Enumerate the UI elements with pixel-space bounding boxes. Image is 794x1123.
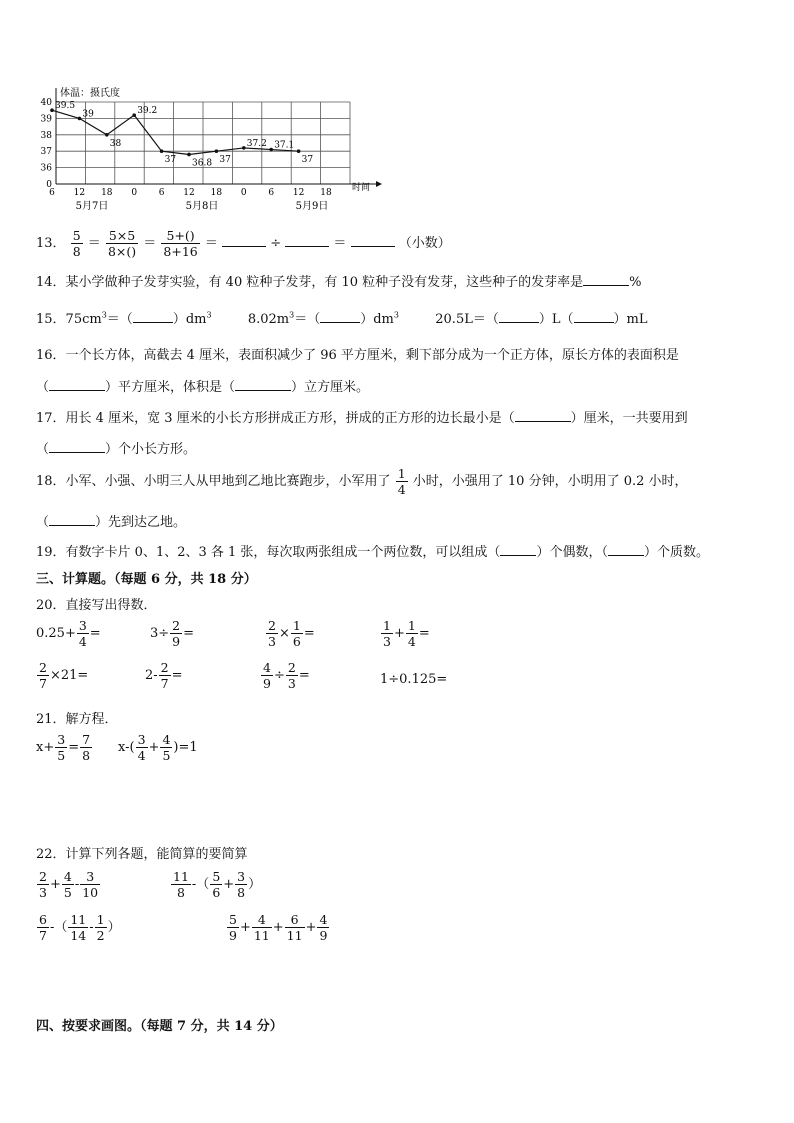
q22-b-frac3 [235, 869, 247, 900]
q20-e1-num: 3 [78, 618, 87, 633]
chart-x-tick-label: 12 [73, 188, 86, 198]
q20-e3-num2: 1 [292, 618, 301, 633]
q19-text-a: 19．有数字卡片 0、1、2、3 各 1 张，每次取两张组成一个两位数，可以组成（ [36, 545, 501, 560]
q22-c-frac2 [68, 912, 88, 943]
q21-a-den2: 8 [82, 748, 91, 763]
chart-axes [41, 88, 382, 212]
q20-e7-num2: 2 [287, 660, 296, 675]
q17-open: （ [36, 442, 50, 457]
q13-equals: ＝ [333, 236, 347, 251]
q20-e5-num: 2 [39, 660, 47, 675]
q20-e7-frac2 [286, 660, 298, 691]
q22-c-den3: 2 [96, 928, 105, 943]
q18-text-b: 小时，小强用了 10 分钟，小明用了 0.2 小时， [412, 474, 688, 489]
question-18-line-2 [36, 511, 186, 530]
chart-y-tick-label: 0 [46, 180, 52, 190]
chart-x-arrow [376, 181, 382, 187]
temperature-line-chart [30, 82, 390, 214]
q13-equals: ＝ [204, 236, 218, 251]
q20-e4-frac1 [381, 618, 393, 649]
q20-e7-op: ÷ [273, 668, 285, 683]
chart-x-tick-label: 6 [268, 188, 275, 198]
chart-xlabel: 时间 [352, 183, 371, 193]
q20-e2-den: 9 [172, 634, 181, 649]
q15-sup: 3 [289, 310, 295, 320]
q21-b3: )=1 [173, 740, 198, 755]
q22-c-close: ） [107, 920, 121, 935]
q19-text-c: ）个质数。 [643, 545, 709, 560]
q22-c-den2: 14 [70, 928, 87, 943]
q16-line-1: 16．一个长方体，高截去 4 厘米，表面积减少了 96 平方厘米，剩下部分成为一个正方体，原长方体的表面积是 [36, 348, 679, 363]
chart-point [50, 108, 54, 112]
question-19 [36, 541, 709, 560]
q22-a-den3: 10 [82, 885, 99, 900]
q15-blank-1[interactable] [133, 322, 173, 323]
q22-expr-2 [170, 869, 261, 900]
q22-c-num1: 6 [39, 912, 47, 927]
chart-point [242, 146, 246, 150]
q13-blank-2[interactable] [285, 246, 329, 247]
chart-x-tick-label: 12 [183, 188, 195, 198]
q13-equals: ＝ [143, 236, 157, 251]
q22-d-frac1 [227, 912, 239, 943]
q20-e6-den: 7 [160, 676, 169, 691]
q20-e2-b: = [183, 626, 195, 641]
q21-b-num2: 4 [162, 732, 171, 747]
q18-blank[interactable] [49, 525, 95, 526]
q17-text-b: ）厘米，一共要用到 [570, 411, 688, 426]
chart-x-tick-label: 12 [292, 188, 305, 198]
q13-f3-numerator: 5+() [161, 228, 199, 244]
q20-e3-b: = [303, 626, 315, 641]
question-18-line-1 [36, 466, 688, 497]
q22-d-den1: 9 [229, 928, 237, 943]
q14-percent: % [629, 275, 642, 290]
q22-d-num1: 5 [229, 912, 237, 927]
q22-c-frac3 [95, 912, 107, 943]
q20-e2-num: 2 [172, 618, 181, 633]
q20-e1-frac [77, 618, 89, 649]
q18-open: （ [36, 515, 50, 530]
chart-x-tick-label: 6 [158, 188, 165, 198]
q22-expr-4 [226, 912, 330, 943]
q16-close: ）立方厘米。 [291, 380, 370, 395]
q22-a-op1: + [49, 877, 61, 892]
q20-e4-b: = [418, 626, 430, 641]
q15-a-text: 15．75cm [36, 312, 102, 327]
q15-blank-4[interactable] [574, 322, 614, 323]
q13-f3-denominator: 8+16 [163, 244, 198, 259]
q21-a-den1: 5 [57, 748, 66, 763]
q20-e7-num1: 4 [263, 660, 271, 675]
q21-a1: x+ [36, 740, 55, 755]
q13-divide: ÷ [270, 236, 282, 251]
q13-fraction-3 [161, 228, 199, 259]
q22-c-op1: -（ [49, 920, 68, 935]
chart-y-tick-label: 40 [40, 98, 52, 108]
q22-expr-1 [36, 869, 101, 900]
q13-tail: （小数） [398, 236, 451, 251]
q22-b-num2: 5 [212, 869, 221, 884]
chart-point [297, 149, 301, 153]
q15-b-close: ）dm [360, 312, 394, 327]
q15-sup: 3 [393, 310, 399, 320]
q16-blank-2[interactable] [235, 390, 291, 391]
q13-equals: ＝ [87, 236, 101, 251]
q21-b2: + [148, 740, 160, 755]
q22-c-num3: 1 [96, 912, 105, 927]
q15-b-open: ＝（ [294, 312, 321, 327]
chart-point [132, 113, 136, 117]
q22-b-den3: 8 [237, 885, 246, 900]
q22-a-op2: - [74, 877, 80, 892]
q21-a2: = [68, 740, 80, 755]
q20-e4-den2: 4 [407, 634, 416, 649]
q20-e5-b: ×21= [49, 668, 89, 683]
q22-a-num2: 4 [63, 869, 72, 884]
q22-d-op1: + [239, 920, 251, 935]
q21-b-den1: 4 [137, 748, 146, 763]
chart-x-tick-label: 18 [320, 188, 332, 198]
q21-title: 21．解方程． [36, 712, 118, 727]
q20-e4-frac2 [406, 618, 418, 649]
q22-c-op2: - [89, 920, 94, 935]
q22-d-den3: 11 [286, 928, 303, 943]
q22-d-frac4 [317, 912, 329, 943]
q20-expr-6 [145, 660, 183, 691]
chart-data-label: 37.2 [246, 138, 267, 149]
q20-e3-frac1 [266, 618, 278, 649]
question-15 [36, 308, 647, 327]
q20-e4-den1: 3 [383, 634, 391, 649]
chart-data-label: 38 [109, 138, 122, 149]
q16-open: （ [36, 380, 50, 395]
chart-data-label: 39 [82, 109, 94, 120]
q22-b-op1: -（ [191, 877, 210, 892]
q20-e6-num: 2 [160, 660, 169, 675]
q22-a-den2: 5 [63, 885, 72, 900]
section-3-title: 三、计算题。（每题 6 分，共 18 分） [36, 572, 257, 587]
q22-b-den1: 8 [176, 885, 185, 900]
q20-e5-den: 7 [39, 676, 47, 691]
q21-b-frac2 [160, 732, 172, 763]
question-13 [36, 228, 451, 259]
question-16-line-1 [36, 344, 679, 363]
chart-x-tick-label: 6 [49, 188, 55, 198]
chart-day-label: 5月7日 [75, 201, 109, 212]
q20-e3-op: × [278, 626, 290, 641]
q18-close: ）先到达乙地。 [95, 515, 187, 530]
q22-b-close: ） [248, 877, 262, 892]
q22-d-frac3 [285, 912, 305, 943]
q20-expr-8: 1÷0.125= [380, 672, 448, 687]
q15-a-open: ＝（ [106, 312, 133, 327]
q20-e6-frac [159, 660, 171, 691]
q13-f1-numerator: 5 [72, 228, 81, 243]
q20-expr-2 [150, 618, 194, 649]
q20-e1-a: 0.25+ [36, 626, 76, 641]
q22-a-frac2 [62, 869, 74, 900]
chart-data-label: 37 [164, 155, 177, 166]
q22-b-frac1 [171, 869, 191, 900]
chart-y-tick-label: 36 [40, 163, 52, 174]
q13-blank-3[interactable] [351, 246, 395, 247]
q22-expr-3 [36, 912, 121, 943]
q15-c-text: 20.5L＝（ [435, 312, 499, 327]
chart-y-tick-label: 39 [40, 114, 52, 125]
chart-x-tick-label: 0 [131, 188, 138, 198]
q20-e4-op: + [393, 626, 405, 641]
q16-blank-1[interactable] [49, 390, 105, 391]
q19-text-b: ）个偶数，（ [536, 545, 608, 560]
q13-f2-numerator: 5×5 [106, 228, 138, 244]
q21-equation-1 [36, 732, 93, 763]
q22-b-frac2 [210, 869, 222, 900]
q22-d-den2: 11 [253, 928, 270, 943]
q21-a-num2: 7 [82, 732, 91, 747]
q13-fraction-2 [106, 228, 138, 259]
question-17-line-2 [36, 438, 196, 457]
q22-a-num3: 3 [80, 869, 100, 885]
q22-b-den2: 6 [212, 885, 221, 900]
q22-c-num2: 11 [70, 912, 87, 927]
q20-e4-num1: 1 [383, 618, 391, 633]
q15-b-text: 8.02m [247, 312, 290, 327]
q20-expr-5 [36, 660, 88, 691]
q20-e7-frac1 [261, 660, 273, 691]
q20-e3-den1: 3 [268, 634, 276, 649]
q15-blank-2[interactable] [320, 322, 360, 323]
q15-sup: 3 [101, 310, 107, 320]
q16-mid: ）平方厘米，体积是（ [105, 380, 236, 395]
q13-fraction-1 [71, 228, 83, 259]
q20-e1-den: 4 [78, 634, 87, 649]
chart-data-label: 37 [301, 155, 314, 166]
q22-a-frac1 [37, 869, 49, 900]
q20-expr-4 [380, 618, 430, 649]
chart-point [160, 149, 164, 153]
chart-y-tick-label: 38 [40, 130, 52, 141]
chart-title: 体温：摄氏度 [60, 88, 120, 99]
chart-y-tick-label: 37 [40, 147, 52, 158]
chart-data-label: 37 [219, 155, 231, 166]
q22-d-op2: + [272, 920, 284, 935]
q22-b-num1: 11 [173, 869, 189, 884]
q19-blank-2[interactable] [608, 555, 644, 556]
q20-e4-num2: 1 [407, 618, 416, 633]
q22-d-frac2 [252, 912, 272, 943]
q22-a-den1: 3 [39, 885, 47, 900]
q15-blank-3[interactable] [499, 322, 539, 323]
q18-numerator: 1 [397, 466, 406, 481]
q22-a-num1: 2 [39, 869, 47, 884]
chart-data-label: 39.5 [55, 101, 76, 112]
q20-title: 20．直接写出得数． [36, 598, 157, 613]
chart-day-label: 5月9日 [295, 201, 329, 212]
q20-e2-frac [170, 618, 182, 649]
q21-b-num1: 3 [137, 732, 146, 747]
chart-x-tick-label: 18 [101, 188, 113, 198]
q20-e5-frac [37, 660, 49, 691]
q17-close: ）个小长方形。 [105, 442, 197, 457]
chart-x-tick-label: 18 [210, 188, 223, 198]
q13-number: 13． [36, 236, 66, 251]
chart-point [187, 153, 191, 157]
chart-data-label: 39.2 [137, 106, 158, 117]
q22-d-den4: 9 [319, 928, 328, 943]
q20-expr-1 [36, 618, 101, 649]
q18-fraction [396, 466, 408, 497]
q18-text-a: 18．小军、小强、小明三人从甲地到乙地比赛跑步，小军用了 [36, 474, 391, 489]
q20-e7-den1: 9 [263, 676, 271, 691]
chart-point [215, 149, 219, 153]
chart-point [78, 117, 82, 121]
q14-blank[interactable] [583, 285, 629, 286]
q20-expr-3 [265, 618, 315, 649]
q22-title: 22．计算下列各题，能简算的要简算 [36, 847, 248, 862]
q21-a-frac1 [55, 732, 67, 763]
question-16-line-2 [36, 376, 369, 395]
q15-c-mid: ）L（ [538, 312, 574, 327]
q22-d-num3: 6 [285, 912, 305, 928]
q21-a-frac2 [80, 732, 92, 763]
q20-expr-7 [260, 660, 310, 691]
q21-a-num1: 3 [57, 732, 66, 747]
q20-e1-b: = [89, 626, 101, 641]
q22-d-num2: 4 [252, 912, 272, 928]
q20-e6-b: = [171, 668, 183, 683]
q21-b-frac1 [136, 732, 148, 763]
q15-sup: 3 [206, 310, 212, 320]
q21-b1: x-( [118, 740, 135, 755]
q19-blank-1[interactable] [500, 555, 536, 556]
q20-e6-a: 2- [145, 668, 158, 683]
q20-e7-b: = [298, 668, 310, 683]
q22-d-op3: + [305, 920, 317, 935]
q20-e3-num1: 2 [268, 618, 276, 633]
chart-day-label: 5月8日 [185, 201, 219, 212]
chart-point [105, 133, 109, 137]
q17-blank-2[interactable] [49, 452, 105, 453]
q22-c-frac1 [37, 912, 49, 943]
q22-d-num4: 4 [319, 912, 328, 927]
q20-e3-den2: 6 [292, 634, 301, 649]
question-17-line-1 [36, 407, 688, 426]
q21-equation-2 [118, 732, 198, 763]
chart-point [269, 148, 273, 152]
q13-f1-denominator: 8 [72, 244, 81, 259]
q22-a-frac3 [80, 869, 100, 900]
q22-b-op2: + [223, 877, 235, 892]
q13-blank-1[interactable] [222, 246, 266, 247]
q20-e3-frac2 [291, 618, 303, 649]
q20-e7-den2: 3 [287, 676, 296, 691]
q17-blank-1[interactable] [515, 421, 571, 422]
question-14 [36, 271, 642, 290]
q18-denominator: 4 [397, 482, 406, 497]
q22-b-num3: 3 [237, 869, 246, 884]
q13-f2-denominator: 8×() [107, 244, 137, 259]
chart-grid [56, 102, 350, 184]
chart-data-label: 37.1 [274, 140, 295, 151]
q20-e2-a: 3÷ [150, 626, 170, 641]
chart-x-tick-label: 0 [240, 188, 247, 198]
q22-c-den1: 7 [39, 928, 47, 943]
q21-b-den2: 5 [162, 748, 171, 763]
q15-c-close: ）mL [613, 312, 648, 327]
q14-text: 14．某小学做种子发芽实验，有 40 粒种子发芽，有 10 粒种子没有发芽，这些种子的发芽率是 [36, 275, 584, 290]
q17-text-a: 17．用长 4 厘米，宽 3 厘米的小长方形拼成正方形，拼成的正方形的边长最小是（ [36, 411, 515, 426]
section-4-title: 四、按要求画图。（每题 7 分，共 14 分） [36, 1019, 283, 1034]
chart-data-label: 36.8 [192, 158, 213, 169]
q15-a-close: ）dm [172, 312, 207, 327]
